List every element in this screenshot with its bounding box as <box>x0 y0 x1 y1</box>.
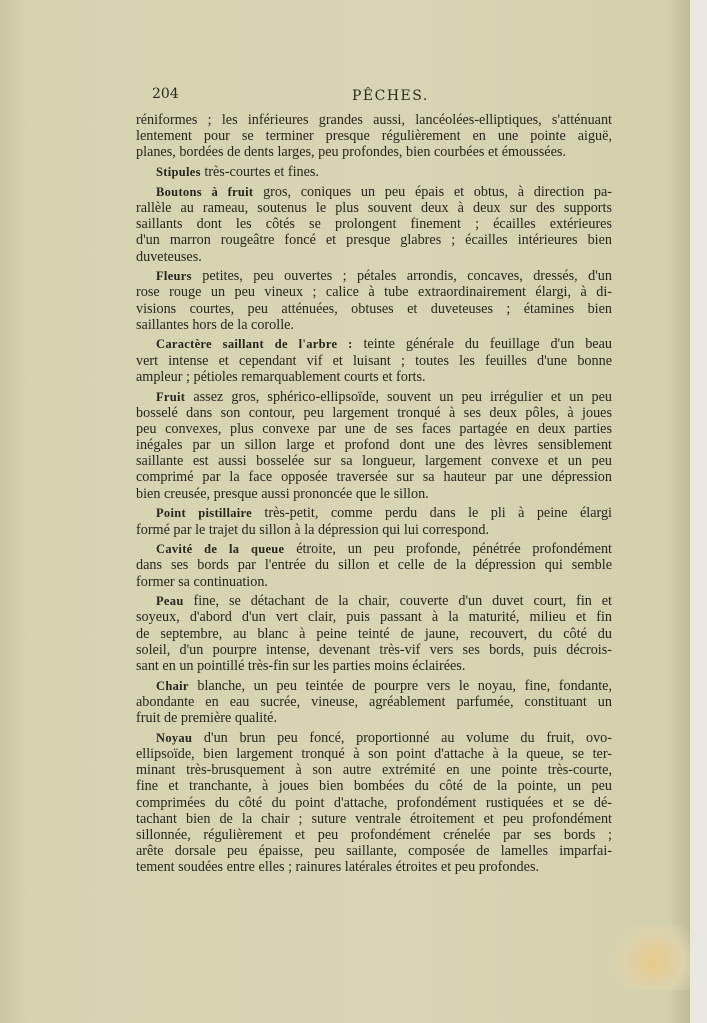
text-line <box>136 593 612 609</box>
text-line <box>136 710 612 726</box>
page-number: 204 <box>152 86 179 102</box>
line-text: petites, peu ouvertes ; pétales arrondis, concaves, dressés, d'un <box>191 268 612 285</box>
text-line <box>136 642 612 658</box>
text-line <box>136 437 612 453</box>
text-line <box>136 609 612 625</box>
text-line <box>136 522 612 538</box>
paragraph <box>136 164 612 180</box>
text-line <box>136 421 612 437</box>
line-text: tachant bien de la chair ; suture ventrale étroitement et peu profondément <box>136 810 612 827</box>
paragraph-lead-term: Boutons à fruit <box>156 184 254 199</box>
line-text: fine, se détachant de la chair, couverte d'un duvet court, fin et <box>183 593 612 610</box>
paragraph-lead-term: Fleurs <box>156 269 192 284</box>
line-text: ellipsoïde, bien largement tronqué à son point d'attache à la queue, se ter- <box>136 745 612 762</box>
text-line <box>136 541 612 557</box>
paragraph-lead-term: Noyau <box>156 730 193 745</box>
line-text: gros, coniques un peu épais et obtus, à direction pa- <box>253 183 612 200</box>
text-line <box>136 505 612 521</box>
text-line <box>136 694 612 710</box>
paragraph <box>136 389 612 502</box>
paragraph-lead-term: Peau <box>156 594 184 609</box>
line-text: duveteuses. <box>136 248 202 265</box>
page-title: PÊCHES. <box>352 88 429 104</box>
line-text: sant en un pointillé très-fin sur les parties moins éclairées. <box>136 658 466 674</box>
text-line <box>136 128 612 144</box>
line-text: arête dorsale peu épaisse, peu saillante, composée de lamelles imparfai- <box>136 843 612 860</box>
text-line <box>136 216 612 232</box>
text-line <box>136 811 612 827</box>
text-line <box>136 746 612 762</box>
line-text: très-petit, comme perdu dans le pli à peine élargi <box>252 505 612 522</box>
line-text: fruit de première qualité. <box>136 710 278 727</box>
line-text: de septembre, au blanc à peine teinté de jaune, recouvert, du côté du <box>136 625 612 642</box>
text-line <box>136 762 612 778</box>
paper-stain <box>600 925 690 990</box>
text-line <box>136 144 612 160</box>
text-line <box>136 112 612 128</box>
scan-background-edge <box>690 0 707 1023</box>
line-text: saillante est aussi bosselée sur sa longueur, largement convexe et un peu <box>136 453 612 470</box>
text-line <box>136 317 612 333</box>
line-text: teinte générale du feuillage d'un beau <box>352 336 612 353</box>
line-text: d'un brun peu foncé, proportionné au volume du fruit, ovo- <box>192 729 612 746</box>
line-text: tement soudées entre elles ; rainures latérales étroites et peu profondes. <box>136 859 540 876</box>
line-text: visions courtes, peu atténuées, obtuses et duveteuses ; étamines bien <box>136 300 612 317</box>
text-line <box>136 249 612 265</box>
line-text: rose rouge un peu vineux ; calice à tube extraordinairement élargi, à di- <box>136 284 612 301</box>
line-text: très-courtes et fines. <box>200 164 319 181</box>
line-text: étroite, un peu profonde, pénétrée profondément <box>284 541 612 558</box>
text-line <box>136 353 612 369</box>
text-line <box>136 369 612 385</box>
text-line <box>136 268 612 284</box>
running-header <box>152 86 608 106</box>
paragraph <box>136 505 612 537</box>
text-line <box>136 336 612 352</box>
line-text: comprimé par la face opposée traversée sur sa hauteur par une dépression <box>136 469 612 486</box>
line-text: vert intense et cependant vif et luisant ; toutes les feuilles d'une bonne <box>136 352 612 369</box>
text-line <box>136 232 612 248</box>
text-line <box>136 678 612 694</box>
line-text: saillantes hors de la corolle. <box>136 316 294 333</box>
text-line <box>136 658 612 674</box>
paragraph-lead-term: Caractère saillant de l'arbre : <box>156 337 353 352</box>
text-line <box>136 164 612 180</box>
line-text: minant très-brusquement à son autre extrémité en une pointe très-courte, <box>136 762 612 779</box>
text-line <box>136 626 612 642</box>
line-text: comprimées du côté du point d'attache, profondément rustiquées et se dé- <box>136 794 612 811</box>
paragraph-lead-term: Stipules <box>156 165 201 180</box>
text-line <box>136 301 612 317</box>
text-line <box>136 469 612 485</box>
paragraph <box>136 678 612 727</box>
text-line <box>136 486 612 502</box>
line-text: rallèle au rameau, soutenus le plus souvent deux à deux sur des supports <box>136 199 612 216</box>
text-line <box>136 453 612 469</box>
paragraph-lead-term: Chair <box>156 678 189 693</box>
line-text: dans ses bords par l'entrée du sillon et celle de la dépression qui semble <box>136 557 612 574</box>
line-text: assez gros, sphérico-ellipsoïde, souvent un peu irrégulier et un peu <box>185 388 612 405</box>
line-text: bosselé dans son contour, peu largement tronqué à ses deux pôles, à joues <box>136 404 612 421</box>
line-text: fine et tranchante, à joues bien bombées du côté de la pointe, un peu <box>136 778 612 795</box>
text-line <box>136 795 612 811</box>
paragraph <box>136 593 612 674</box>
line-text: peu convexes, plus convexe par une de ses faces partagée en deux parties <box>136 420 612 437</box>
paragraph <box>136 730 612 876</box>
line-text: soyeux, d'abord d'un vert clair, puis passant à la maturité, milieu et fin <box>136 609 612 626</box>
paragraph <box>136 268 612 333</box>
text-line <box>136 389 612 405</box>
text-line <box>136 859 612 875</box>
line-text: formé par le trajet du sillon à la dépression qui lui correspond. <box>136 521 490 538</box>
paragraph <box>136 184 612 265</box>
text-line <box>136 405 612 421</box>
paragraph-lead-term: Point pistillaire <box>156 506 253 521</box>
paragraph <box>136 336 612 385</box>
line-text: abondante en eau sucrée, vineuse, agréablement parfumée, constituant un <box>136 693 612 710</box>
text-line <box>136 184 612 200</box>
text-line <box>136 827 612 843</box>
paragraph <box>136 112 612 161</box>
line-text: d'un marron rougeâtre foncé et presque glabres ; écailles intérieures bien <box>136 232 612 249</box>
paragraph <box>136 541 612 590</box>
line-text: réniformes ; les inférieures grandes aussi, lancéolées-elliptiques, s'atténuant <box>136 112 612 128</box>
line-text: soleil, d'un pourpre intense, devenant très-vif vers ses bords, puis décrois- <box>136 641 612 658</box>
text-line <box>136 284 612 300</box>
page-body-text <box>136 112 612 879</box>
line-text: bien creusée, presque aussi prononcée que le sillon. <box>136 485 429 502</box>
line-text: lentement pour se terminer presque régulièrement en une pointe aiguë, <box>136 128 612 145</box>
text-line <box>136 843 612 859</box>
line-text: former sa continuation. <box>136 573 268 590</box>
text-line <box>136 730 612 746</box>
text-line <box>136 200 612 216</box>
text-line <box>136 557 612 573</box>
line-text: ampleur ; pétioles remarquablement courts et forts. <box>136 368 426 385</box>
line-text: planes, bordées de dents larges, peu profondes, bien courbées et émoussées. <box>136 144 566 161</box>
paragraph-lead-term: Fruit <box>156 389 186 404</box>
text-line <box>136 574 612 590</box>
text-line <box>136 778 612 794</box>
line-text: saillants dont les côtés se prolongent finement ; écailles extérieures <box>136 216 612 233</box>
line-text: inégales par un sillon large et profond dont une des lèvres sensiblement <box>136 437 612 454</box>
line-text: blanche, un peu teintée de pourpre vers le noyau, fine, fondante, <box>188 677 612 694</box>
paragraph-lead-term: Cavité de la queue <box>156 542 285 557</box>
line-text: sillonnée, régulièrement et peu profondément crénelée par ses bords ; <box>136 826 612 843</box>
